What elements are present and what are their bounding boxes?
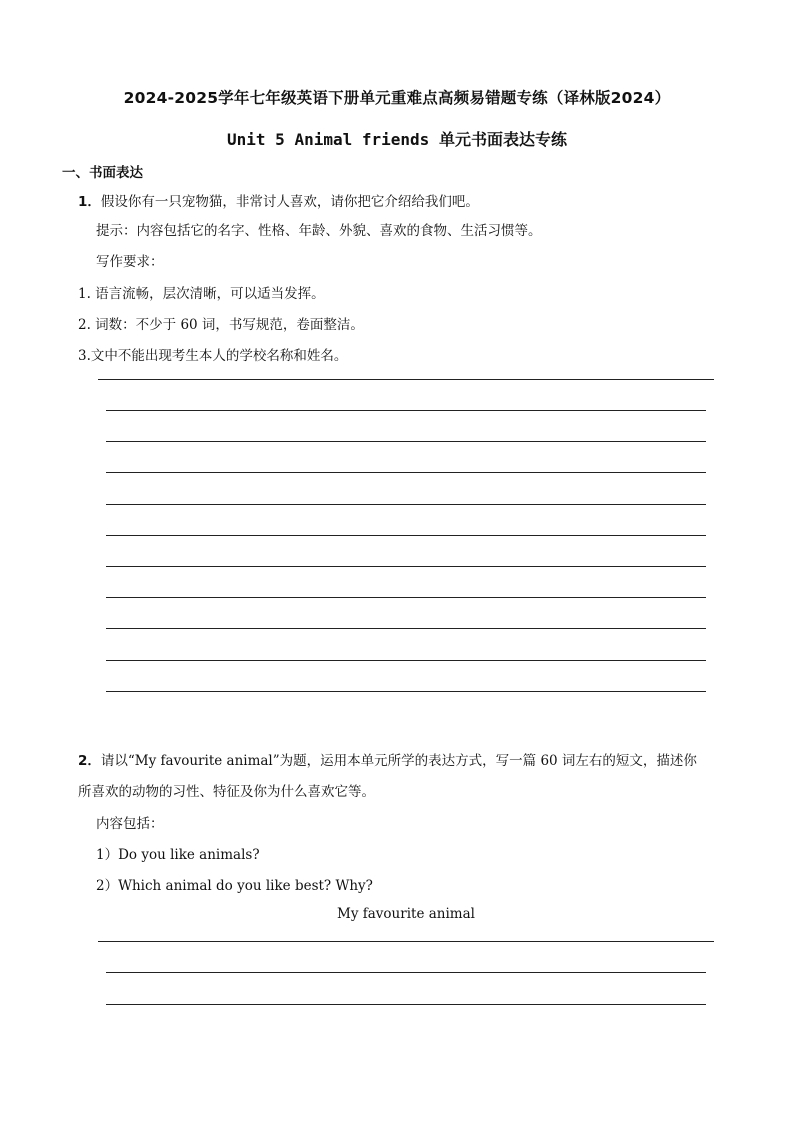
answer-line[interactable]	[106, 441, 706, 442]
question-2-item-2: 2）Which animal do you like best? Why?	[96, 878, 373, 894]
answer-line[interactable]	[106, 535, 706, 536]
question-2-prompt-line1: 请以“My favourite animal”为题，运用本单元所学的表达方式，写一篇 60 词左右的短文，描述你	[100, 753, 697, 769]
question-2	[78, 749, 697, 769]
section-heading: 一、书面表达	[62, 165, 143, 181]
answer-line[interactable]	[106, 597, 706, 598]
question-2-content-title: 内容包括：	[96, 816, 164, 832]
question-2-prompt-line2: 所喜欢的动物的习性、特征及你为什么喜欢它等。	[78, 784, 375, 800]
answer-line[interactable]	[106, 628, 706, 629]
question-2-number: 2．	[78, 753, 101, 769]
answer-line[interactable]	[106, 660, 706, 661]
essay-title: My favourite animal	[337, 906, 475, 922]
answer-line[interactable]	[98, 941, 714, 942]
question-1-requirements-title: 写作要求：	[96, 254, 164, 270]
worksheet-title: 2024-2025学年七年级英语下册单元重难点高频易错题专练（译林版2024）	[123, 89, 671, 107]
question-1-prompt: 假设你有一只宠物猫，非常讨人喜欢，请你把它介绍给我们吧。	[100, 194, 479, 210]
answer-line[interactable]	[106, 691, 706, 692]
answer-line[interactable]	[106, 472, 706, 473]
answer-line[interactable]	[106, 410, 706, 411]
unit-name: Unit 5 Animal friends	[227, 130, 430, 149]
answer-line[interactable]	[98, 379, 714, 380]
question-1-number: 1．	[78, 194, 101, 210]
question-2-item-1: 1）Do you like animals?	[96, 847, 260, 863]
requirement-2: 2. 词数：不少于 60 词，书写规范，卷面整洁。	[78, 317, 364, 333]
answer-line[interactable]	[106, 566, 706, 567]
question-1	[78, 190, 479, 210]
requirement-1: 1. 语言流畅，层次清晰，可以适当发挥。	[78, 286, 325, 302]
answer-line[interactable]	[106, 504, 706, 505]
unit-subtitle-cn: 单元书面表达专练	[438, 130, 567, 149]
answer-line[interactable]	[106, 972, 706, 973]
unit-subtitle	[0, 127, 794, 150]
requirement-3: 3.文中不能出现考生本人的学校名称和姓名。	[78, 348, 348, 364]
question-1-hint: 提示：内容包括它的名字、性格、年龄、外貌、喜欢的食物、生活习惯等。	[96, 223, 542, 239]
answer-line[interactable]	[106, 1004, 706, 1005]
